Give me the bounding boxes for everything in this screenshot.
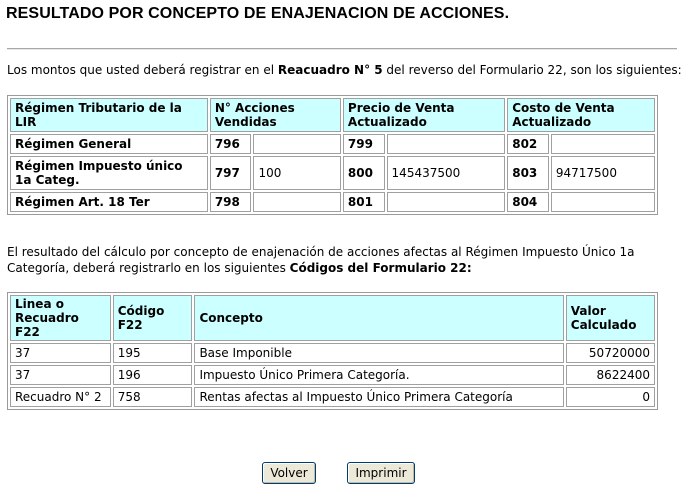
concepto-cell: Rentas afectas al Impuesto Único Primera Categoría (194, 387, 563, 407)
valor-cell: 8622400 (566, 365, 655, 385)
header-acciones: N° Acciones Vendidas (210, 98, 341, 132)
concepto-cell: Impuesto Único Primera Categoría. (194, 365, 563, 385)
table-row (10, 156, 655, 190)
table-row (10, 192, 655, 212)
header-valor: Valor Calculado (566, 295, 655, 341)
imprimir-button[interactable]: Imprimir (347, 462, 415, 484)
table-row (10, 134, 655, 154)
code-cell: 800 (343, 156, 385, 190)
table-row (10, 343, 655, 363)
value-cell (387, 192, 506, 212)
header-costo: Costo de Venta Actualizado (507, 98, 655, 132)
intro-text-post: del reverso del Formulario 22, son los siguientes: (382, 63, 682, 77)
header-codigo: Código F22 (113, 295, 193, 341)
table-row (10, 387, 655, 407)
row-label: Régimen General (10, 134, 208, 154)
value-cell: 100 (253, 156, 340, 190)
result-intro-bold: Códigos del Formulario 22: (289, 261, 472, 275)
code-cell: 804 (507, 192, 549, 212)
intro-text-pre: Los montos que usted deberá registrar en el (7, 63, 278, 77)
codigo-cell: 758 (113, 387, 193, 407)
codigo-cell: 196 (113, 365, 193, 385)
value-cell (253, 192, 340, 212)
linea-cell: 37 (10, 365, 111, 385)
page-title: RESULTADO POR CONCEPTO DE ENAJENACION DE ACCIONES. (6, 5, 510, 22)
code-cell: 803 (507, 156, 549, 190)
acciones-table (7, 95, 658, 215)
volver-button[interactable]: Volver (262, 462, 316, 484)
value-cell (551, 192, 655, 212)
valor-cell: 0 (566, 387, 655, 407)
header-precio: Precio de Venta Actualizado (343, 98, 505, 132)
value-cell: 145437500 (387, 156, 506, 190)
concepto-cell: Base Imponible (194, 343, 563, 363)
result-intro-text (7, 244, 667, 276)
row-label: Régimen Impuesto único 1a Categ. (10, 156, 208, 190)
valor-cell: 50720000 (566, 343, 655, 363)
linea-cell: 37 (10, 343, 111, 363)
code-cell: 802 (507, 134, 549, 154)
value-cell (253, 134, 340, 154)
result-intro-pre: El resultado del cálculo por concepto de enajenación de acciones afectas al Régimen Impuesto Único 1a Categoría, deberá registrarlo en los siguientes (7, 245, 635, 275)
value-cell (551, 134, 655, 154)
code-cell: 799 (343, 134, 385, 154)
code-cell: 798 (210, 192, 252, 212)
table-row (10, 365, 655, 385)
f22-codes-table (7, 292, 658, 410)
linea-cell: Recuadro N° 2 (10, 387, 111, 407)
code-cell: 797 (210, 156, 252, 190)
header-concepto: Concepto (194, 295, 563, 341)
value-cell: 94717500 (551, 156, 655, 190)
divider (7, 48, 677, 50)
value-cell (387, 134, 506, 154)
row-label: Régimen Art. 18 Ter (10, 192, 208, 212)
intro-text (7, 63, 682, 77)
code-cell: 801 (343, 192, 385, 212)
codigo-cell: 195 (113, 343, 193, 363)
header-linea: Linea o Recuadro F22 (10, 295, 111, 341)
code-cell: 796 (210, 134, 252, 154)
intro-text-bold: Reacuadro N° 5 (277, 63, 383, 77)
header-regimen: Régimen Tributario de la LIR (10, 98, 208, 132)
